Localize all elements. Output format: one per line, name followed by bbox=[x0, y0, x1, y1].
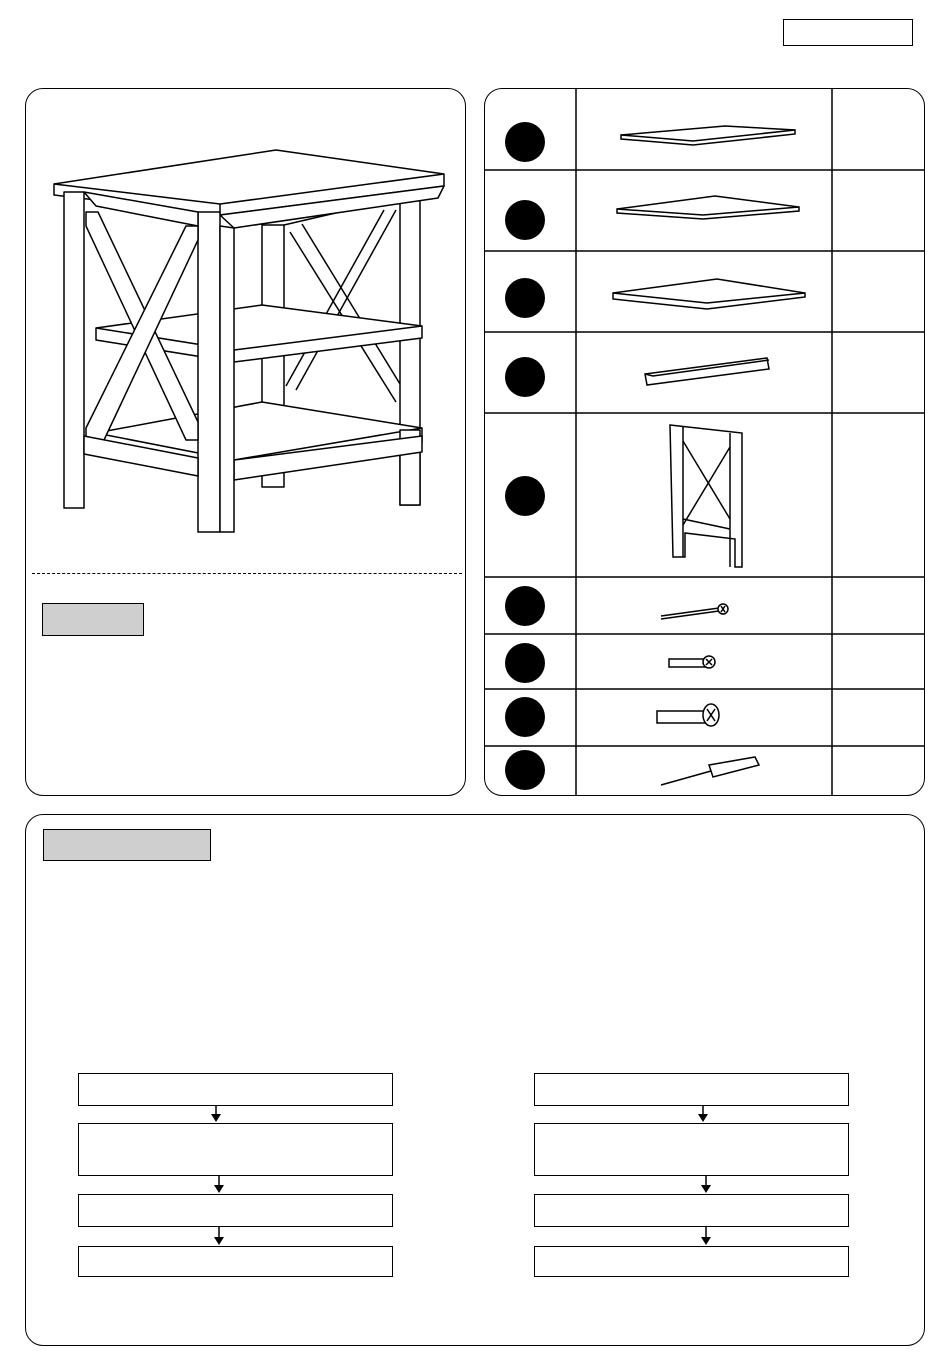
arrow-down-icon bbox=[701, 1227, 711, 1245]
arrow-down-icon bbox=[701, 1176, 711, 1193]
arrow-down-icon bbox=[214, 1227, 224, 1245]
arrow-down-icon bbox=[211, 1106, 221, 1122]
arrow-down-icon bbox=[698, 1106, 708, 1122]
arrow-down-icon bbox=[214, 1176, 224, 1193]
